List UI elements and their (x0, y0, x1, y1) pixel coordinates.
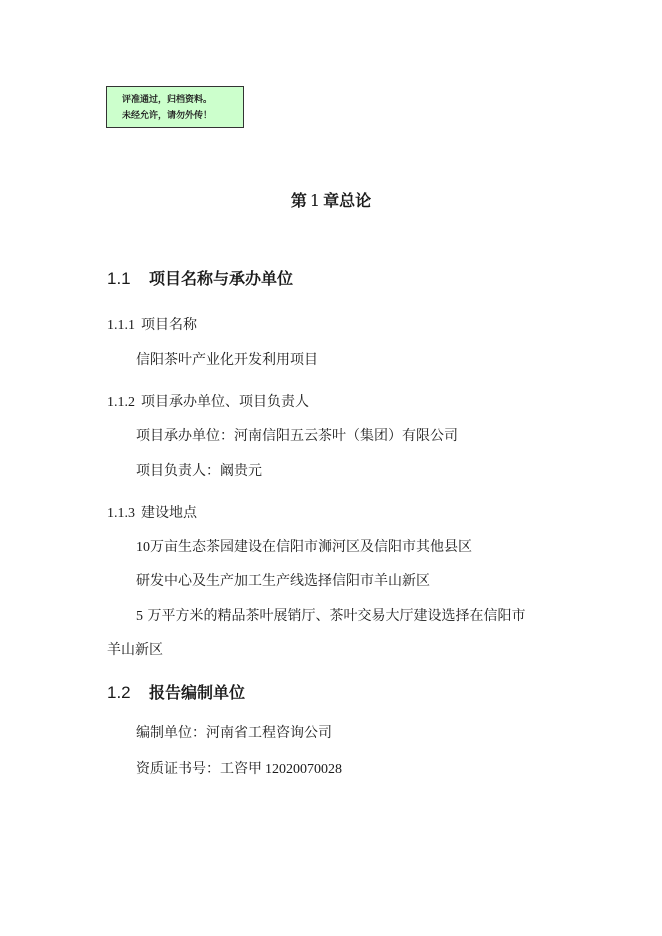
location-number: 10 (136, 540, 150, 555)
qualification-number: 12020070028 (265, 762, 342, 777)
location-line-3 (136, 609, 525, 624)
project-name-text: 信阳茶叶产业化开发利用项目 (136, 352, 318, 368)
section-number: 1.2 (107, 683, 131, 702)
section-number: 1.1 (107, 269, 131, 288)
chapter-number: 1 (309, 191, 321, 210)
chapter-prefix: 第 (290, 191, 307, 210)
section-title: 建设地点 (141, 505, 197, 521)
chapter-suffix: 章总论 (323, 191, 372, 210)
section-title: 项目承办单位、项目负责人 (141, 394, 309, 410)
section-title: 项目名称与承办单位 (149, 269, 294, 288)
compiling-unit-text: 编制单位：河南省工程咨询公司 (136, 725, 332, 741)
section-number: 1.1.3 (107, 506, 135, 521)
stamp-line-2: 未经允许，请勿外传！ (122, 111, 213, 121)
project-leader-text: 项目负责人：阚贵元 (136, 463, 262, 479)
section-number: 1.1.1 (107, 318, 135, 333)
location-number: 5 (136, 609, 143, 624)
location-line-4: 羊山新区 (107, 642, 163, 658)
location-line-1 (136, 540, 472, 555)
section-title: 项目名称 (141, 317, 197, 333)
section-title: 报告编制单位 (149, 683, 246, 702)
location-text: 万亩生态茶园建设在信阳市浉河区及信阳市其他县区 (150, 539, 472, 555)
undertaking-unit-text: 项目承办单位：河南信阳五云茶叶（集团）有限公司 (136, 428, 458, 444)
qualification-line (136, 762, 342, 777)
qualification-label: 资质证书号：工咨甲 (136, 761, 262, 777)
approval-stamp (106, 86, 244, 128)
section-number: 1.1.2 (107, 395, 135, 410)
section-1-1-1-heading (107, 318, 197, 333)
chapter-title (0, 193, 662, 209)
section-1-1-3-heading (107, 506, 197, 521)
section-1-1-2-heading (107, 395, 309, 410)
stamp-line-1: 评准通过，归档资料。 (122, 95, 213, 105)
section-1-2-heading (107, 684, 245, 701)
section-1-1-heading (107, 270, 293, 287)
location-text: 万平方米的精品茶叶展销厅、茶叶交易大厅建设选择在信阳市 (147, 608, 526, 624)
location-line-2: 研发中心及生产加工生产线选择信阳市羊山新区 (136, 573, 430, 589)
